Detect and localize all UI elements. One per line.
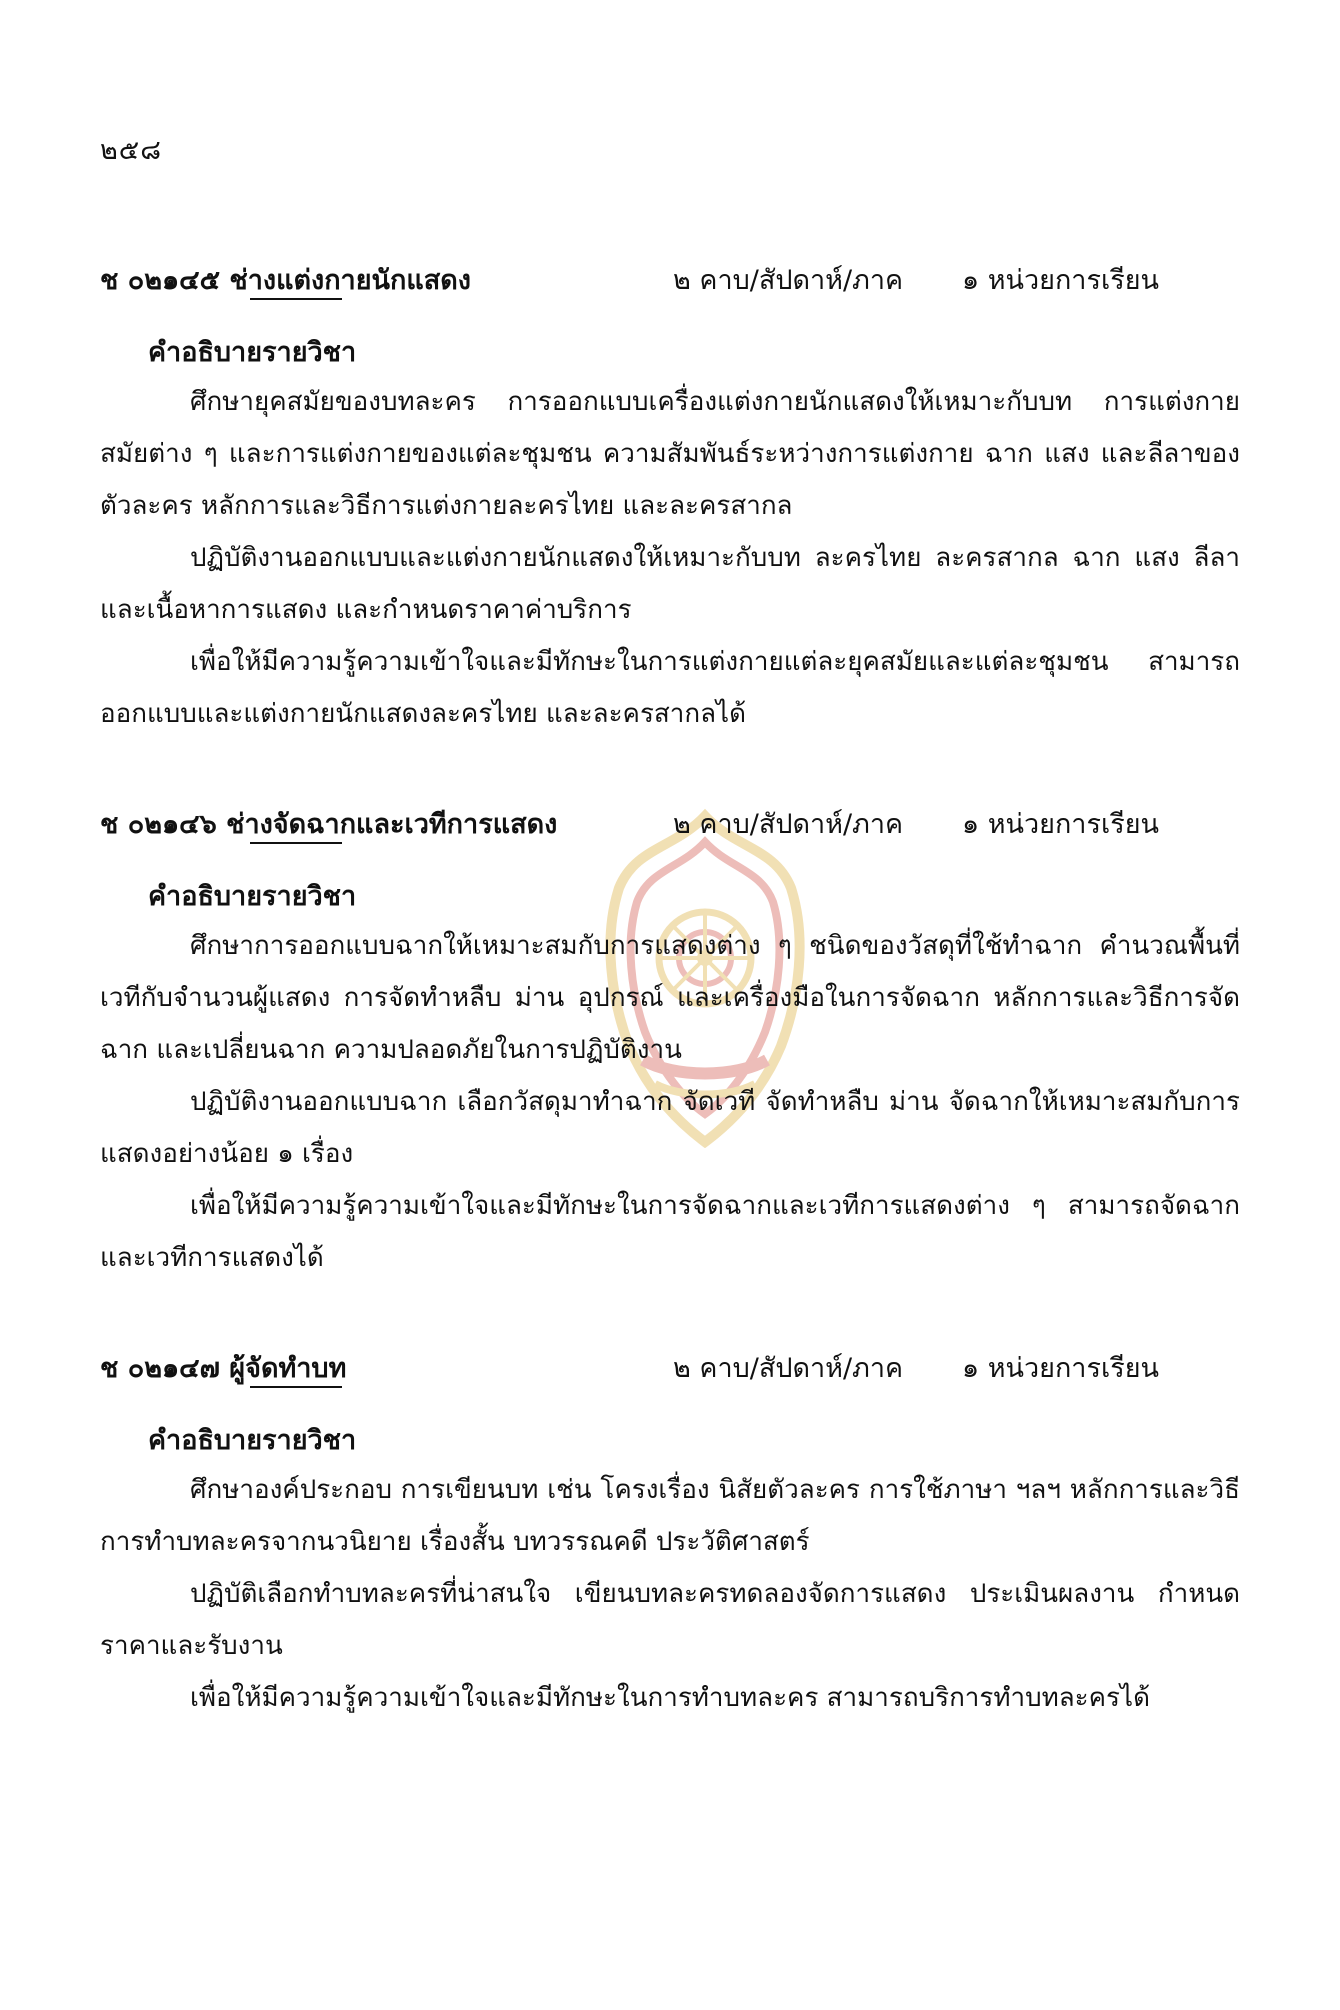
- code-underline: [250, 1386, 342, 1388]
- course-code: ช ๐๒๑๔๖: [100, 809, 217, 840]
- description-heading: คำอธิบายรายวิชา: [148, 1425, 357, 1456]
- course-credits: ๑ หน่วยการเรียน: [962, 265, 1159, 296]
- description-paragraph: ศึกษาการออกแบบฉากให้เหมาะสมกับการแสดงต่าง ๆ ชนิดของวัสดุที่ใช้ทำฉาก คำนวณพื้นที่เวทีกับจำนวนผู้แสดง การจัดทำหลืบ ม่าน อุปกรณ์ และเครื่องมือในการจัดฉาก หลักการและวิธีการจัดฉาก และเปลี่ยนฉาก ความปลอดภัยในการปฏิบัติงาน: [100, 931, 1240, 1065]
- course-code: ช ๐๒๑๔๗: [100, 1353, 220, 1384]
- objective-paragraph: เพื่อให้มีความรู้ความเข้าใจและมีทักษะในการทำบทละคร สามารถบริการทำบทละครได้: [190, 1683, 1150, 1713]
- course-code: ช ๐๒๑๔๕: [100, 265, 221, 296]
- course-section: [100, 1346, 1240, 1724]
- course-header: [100, 1346, 1240, 1392]
- course-title: ผู้จัดทำบท: [229, 1353, 347, 1384]
- course-credits: ๑ หน่วยการเรียน: [962, 1353, 1159, 1384]
- course-hours: ๒ คาบ/สัปดาห์/ภาค: [673, 1353, 904, 1384]
- course-hours: ๒ คาบ/สัปดาห์/ภาค: [673, 265, 904, 296]
- course-header: [100, 802, 1240, 848]
- objective-paragraph: เพื่อให้มีความรู้ความเข้าใจและมีทักษะในการจัดฉากและเวทีการแสดงต่าง ๆ สามารถจัดฉากและเวทีการแสดงได้: [100, 1191, 1240, 1273]
- course-header: [100, 258, 1240, 304]
- description-paragraph: ศึกษายุคสมัยของบทละคร การออกแบบเครื่องแต่งกายนักแสดงให้เหมาะกับบท การแต่งกายสมัยต่าง ๆ และการแต่งกายของแต่ละชุมชน ความสัมพันธ์ระหว่างการแต่งกาย ฉาก แสง และลีลาของตัวละคร หลักการและวิธีการแต่งกายละครไทย และละครสากล: [100, 387, 1240, 521]
- objective-paragraph: เพื่อให้มีความรู้ความเข้าใจและมีทักษะในการแต่งกายแต่ละยุคสมัยและแต่ละชุมชน สามารถออกแบบและแต่งกายนักแสดงละครไทย และละครสากลได้: [100, 647, 1240, 729]
- course-hours: ๒ คาบ/สัปดาห์/ภาค: [673, 809, 904, 840]
- description-heading: คำอธิบายรายวิชา: [148, 337, 357, 368]
- code-underline: [250, 298, 342, 300]
- practice-paragraph: ปฏิบัติงานออกแบบและแต่งกายนักแสดงให้เหมาะกับบท ละครไทย ละครสากล ฉาก แสง ลีลา และเนื้อหาการแสดง และกำหนดราคาค่าบริการ: [100, 543, 1240, 625]
- course-title: ช่างแต่งกายนักแสดง: [229, 265, 471, 296]
- course-section: [100, 258, 1240, 740]
- code-underline: [250, 842, 342, 844]
- course-credits: ๑ หน่วยการเรียน: [962, 809, 1159, 840]
- course-section: [100, 802, 1240, 1284]
- description-heading: คำอธิบายรายวิชา: [148, 881, 357, 912]
- course-title: ช่างจัดฉากและเวทีการแสดง: [226, 809, 558, 840]
- practice-paragraph: ปฏิบัติเลือกทำบทละครที่น่าสนใจ เขียนบทละครทดลองจัดการแสดง ประเมินผลงาน กำหนดราคาและรับงาน: [100, 1579, 1240, 1661]
- page-number: ๒๕๘: [100, 135, 163, 166]
- description-paragraph: ศึกษาองค์ประกอบ การเขียนบท เช่น โครงเรื่อง นิสัยตัวละคร การใช้ภาษา ฯลฯ หลักการและวิธีการทำบทละครจากนวนิยาย เรื่องสั้น บทวรรณคดี ประวัติศาสตร์: [100, 1475, 1240, 1557]
- practice-paragraph: ปฏิบัติงานออกแบบฉาก เลือกวัสดุมาทำฉาก จัดเวที จัดทำหลืบ ม่าน จัดฉากให้เหมาะสมกับการแสดงอย่างน้อย ๑ เรื่อง: [100, 1087, 1240, 1169]
